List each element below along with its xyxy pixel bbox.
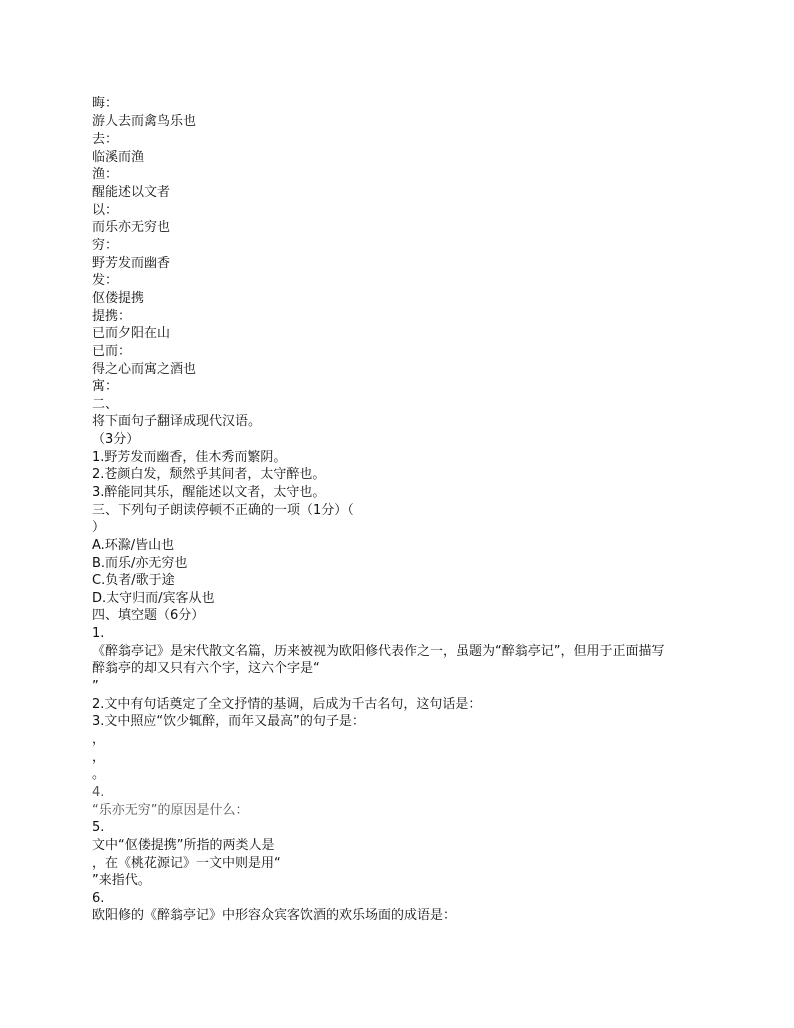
text-line: ） — [92, 520, 106, 535]
text-line: 1. — [92, 626, 105, 641]
text-line: 欧阳修的《醉翁亭记》中形容众宾客饮酒的欢乐场面的成语是： — [92, 908, 457, 923]
text-line: 已而： — [92, 344, 132, 359]
text-line: “乐亦无穷”的原因是什么： — [92, 803, 249, 818]
text-line: 渔： — [92, 167, 119, 182]
text-line: 临溪而渔 — [92, 150, 145, 165]
text-line: 发： — [92, 273, 119, 288]
option-d: D.太守归而/宾客从也 — [92, 591, 215, 606]
text-line: 2.苍颜白发，颓然乎其间者，太守醉也。 — [92, 467, 326, 482]
text-line: ， — [92, 750, 106, 765]
text-line: 《醉翁亭记》是宋代散文名篇，历来被视为欧阳修代表作之一，虽题为“醉翁亭记”，但用于正面描写 — [92, 644, 665, 659]
option-a: A.环滁/皆山也 — [92, 538, 175, 553]
text-line: ”来指代。 — [92, 873, 151, 888]
option-b: B.而乐/亦无穷也 — [92, 556, 188, 571]
text-line: 以： — [92, 203, 119, 218]
text-line: 游人去而禽鸟乐也 — [92, 114, 197, 129]
text-line: 已而夕阳在山 — [92, 326, 171, 341]
text-line: 醉翁亭的却又只有六个字，这六个字是“ — [92, 661, 320, 676]
text-line: 3.文中照应“饮少辄醉，而年又最高”的句子是： — [92, 714, 365, 729]
text-line: ，在《桃花源记》一文中则是用“ — [92, 856, 281, 871]
text-line: 寓： — [92, 379, 119, 394]
text-line: 去： — [92, 132, 119, 147]
text-line: （3分） — [92, 432, 140, 447]
text-line: 提携： — [92, 309, 132, 324]
text-line: ” — [92, 679, 99, 694]
text-line: ， — [92, 732, 106, 747]
section-heading: 二、 — [92, 397, 119, 412]
text-line: 文中“伛偻提携”所指的两类人是 — [92, 838, 275, 853]
text-line: 1.野芳发而幽香，佳木秀而繁阴。 — [92, 450, 287, 465]
text-line: 穷： — [92, 238, 119, 253]
text-line: 。 — [92, 767, 106, 782]
text-line: 野芳发而幽香 — [92, 256, 171, 271]
text-line: 晦： — [92, 96, 119, 111]
text-line: 4. — [92, 785, 105, 800]
text-line: 得之心而寓之酒也 — [92, 362, 197, 377]
text-line: 将下面句子翻译成现代汉语。 — [92, 414, 262, 429]
text-line: 5. — [92, 820, 105, 835]
text-line: 3.醉能同其乐，醒能述以文者，太守也。 — [92, 485, 326, 500]
section-heading: 四、填空题（6分） — [92, 608, 205, 623]
text-line: 醒能述以文者 — [92, 185, 171, 200]
option-c: C.负者/歌于途 — [92, 573, 175, 588]
text-line: 2.文中有句话奠定了全文抒情的基调，后成为千古名句，这句话是： — [92, 697, 482, 712]
text-line: 6. — [92, 891, 105, 906]
text-line: 而乐亦无穷也 — [92, 220, 171, 235]
text-line: 伛偻提携 — [92, 291, 145, 306]
section-heading: 三、下列句子朗读停顿不正确的一项（1分）（ — [92, 503, 354, 518]
